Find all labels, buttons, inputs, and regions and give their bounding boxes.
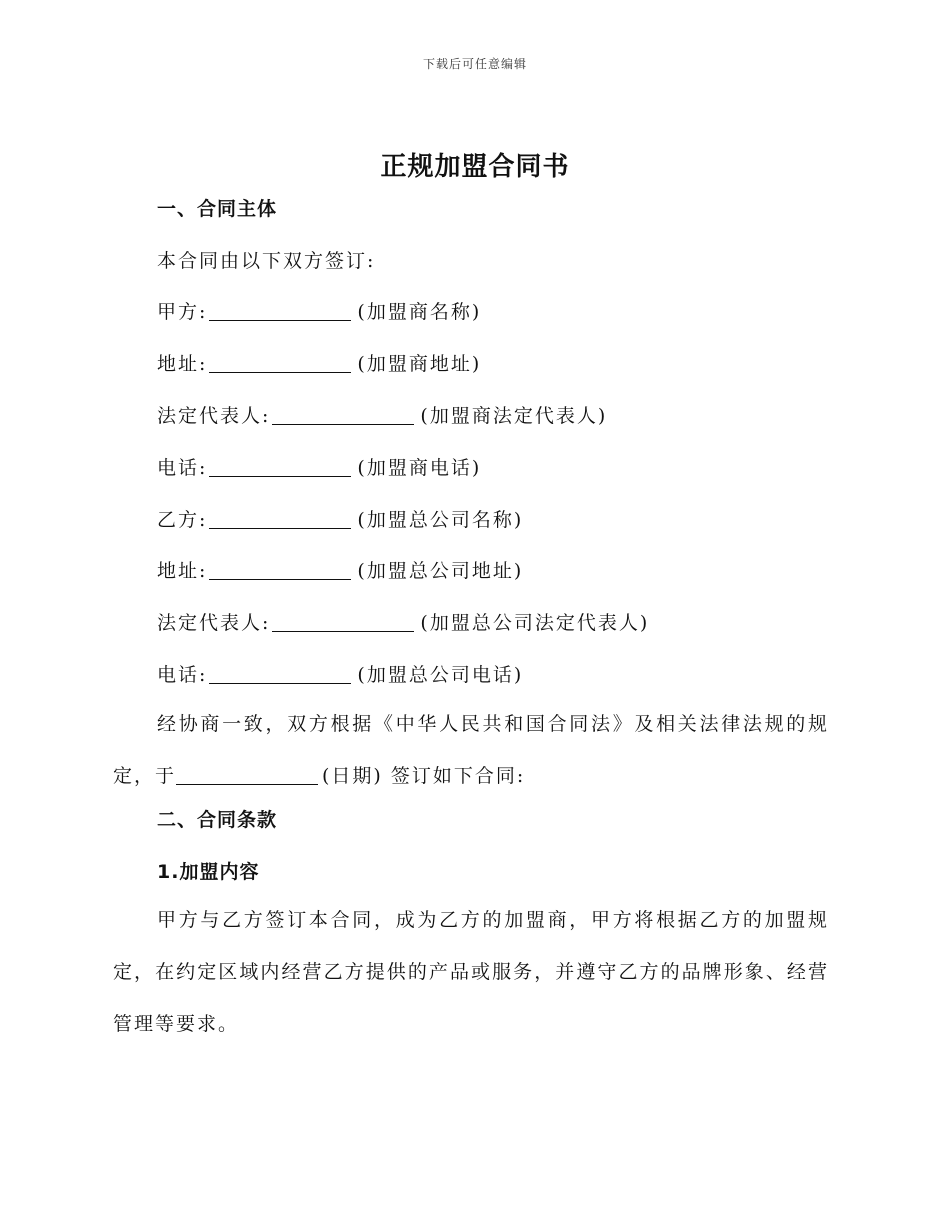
party-a-address-hint: (加盟商地址) [357,353,482,375]
party-b-phone-hint: (加盟总公司电话) [357,664,524,686]
subsection-1-paragraph: 甲方与乙方签订本合同，成为乙方的加盟商，甲方将根据乙方的加盟规定，在约定区域内经营乙方提供的产品或服务，并遵守乙方的品牌形象、经营管理等要求。 [113,909,829,1035]
party-a-address-line [157,349,481,376]
agreement-text-after: (日期) 签订如下合同: [322,765,526,787]
party-a-address-label: 地址: [157,353,208,375]
party-b-name-hint: (加盟总公司名称) [357,509,524,531]
party-a-name-hint: (加盟商名称) [357,301,482,323]
party-a-rep-blank [272,406,414,425]
party-a-phone-line [157,453,481,480]
party-a-phone-hint: (加盟商电话) [357,457,482,479]
party-b-name-label: 乙方: [157,509,208,531]
section-2-heading: 二、合同条款 [157,809,278,831]
party-a-rep-hint: (加盟商法定代表人) [420,405,608,427]
party-b-name-blank [209,510,351,529]
party-b-phone-blank [209,665,351,684]
party-b-phone-line [157,660,523,687]
party-a-rep-line [157,401,607,428]
party-b-phone-label: 电话: [157,664,208,686]
subsection-1-heading: 1.加盟内容 [157,861,260,883]
agreement-date-blank [176,766,318,785]
party-a-address-blank [209,354,351,373]
party-a-name-line [157,297,481,324]
party-a-phone-blank [209,458,351,477]
party-b-name-line [157,505,523,532]
party-b-rep-hint: (加盟总公司法定代表人) [420,612,650,634]
party-b-rep-blank [272,613,414,632]
party-b-rep-label: 法定代表人: [157,612,271,634]
party-b-address-hint: (加盟总公司地址) [357,560,524,582]
party-b-address-label: 地址: [157,560,208,582]
party-b-rep-line [157,608,649,635]
header-note: 下载后可任意编辑 [422,57,527,71]
intro-line: 本合同由以下双方签订: [157,250,376,272]
party-b-address-line [157,556,523,583]
party-a-rep-label: 法定代表人: [157,405,271,427]
agreement-text-before: 经协商一致，双方根据《中华人民共和国合同法》及相关法律法规的规定，于 [113,713,829,787]
party-a-phone-label: 电话: [157,457,208,479]
party-b-address-blank [209,561,351,580]
agreement-paragraph [113,698,829,802]
document-title: 正规加盟合同书 [380,152,570,182]
section-1-heading: 一、合同主体 [157,198,278,220]
party-a-name-label: 甲方: [157,301,208,323]
party-a-name-blank [209,302,351,321]
